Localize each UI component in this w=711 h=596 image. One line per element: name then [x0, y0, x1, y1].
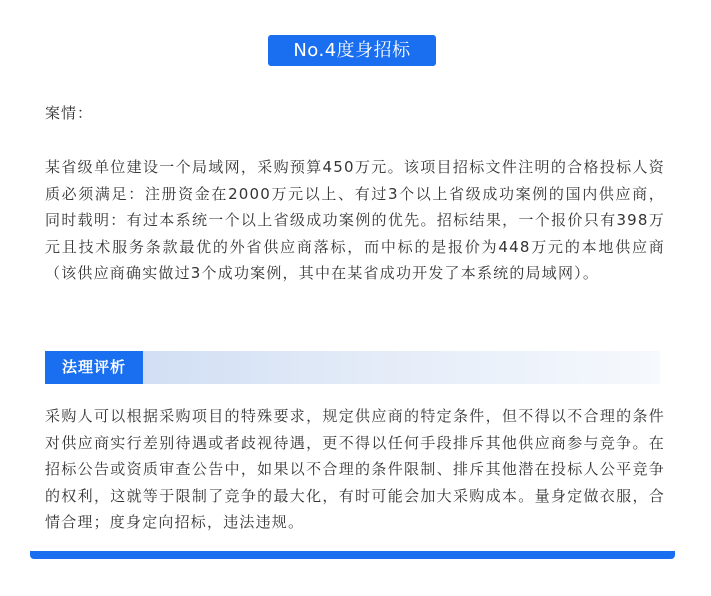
bottom-divider	[30, 551, 675, 559]
case-label: 案情：	[45, 104, 94, 122]
analysis-text: 采购人可以根据采购项目的特殊要求，规定供应商的特定条件，但不得以不合理的条件对供应商实行差别待遇或者歧视待遇，更不得以任何手段排斥其他供应商参与竞争。在招标公告或资质审查公告中，如果以不合理的条件限制、排斥其他潜在投标人公平竞争的权利，这就等于限制了竞争的最大化，有时可能会加大采购成本。量身定做衣服，合情合理；度身定向招标，违法违规。	[45, 407, 665, 531]
case-description: 某省级单位建设一个局域网，采购预算450万元。该项目招标文件注明的合格投标人资质必须满足：注册资金在2000万元以上、有过3个以上省级成功案例的国内供应商，同时载明：有过本系统一个以上省级成功案例的优先。招标结果，一个报价只有398万元且技术服务条款最优的外省供应商落标，而中标的是报价为448万元的本地供应商（该供应商确实做过3个成功案例，其中在某省成功开发了本系统的局域网）。	[45, 158, 665, 282]
page-title: No.4度身招标	[268, 35, 436, 66]
section-title: 法理评析	[45, 351, 143, 384]
